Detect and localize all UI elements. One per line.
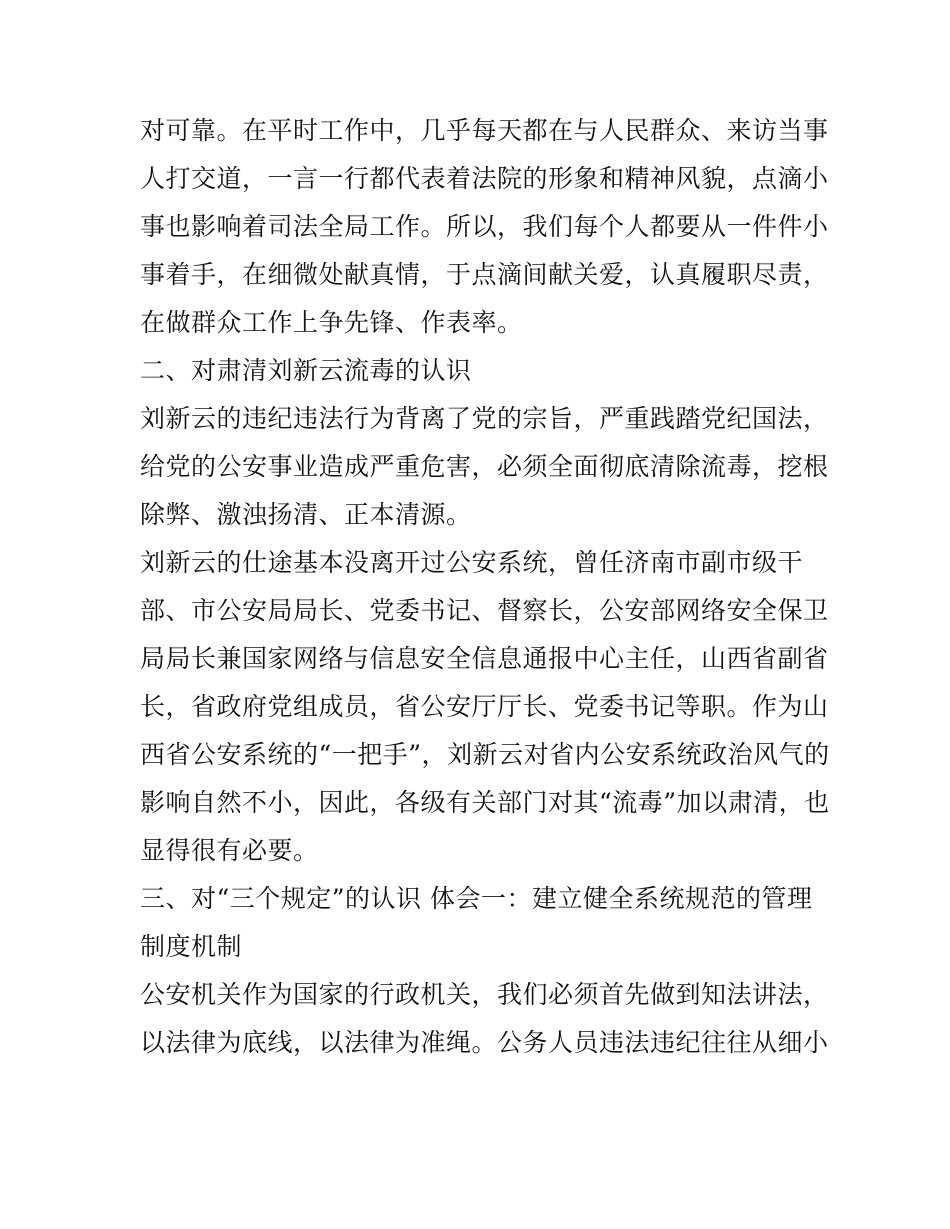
text-line: 公安机关作为国家的行政机关，我们必须首先做到知法讲法， bbox=[140, 980, 829, 1009]
text-line: 部、市公安局局长、党委书记、督察长，公安部网络安全保卫 bbox=[140, 596, 829, 625]
text-line: 刘新云的仕途基本没离开过公安系统，曾任济南市副市级干 bbox=[140, 548, 804, 577]
text-line: 对可靠。在平时工作中，几乎每天都在与人民群众、来访当事 bbox=[140, 116, 829, 145]
text-line: 给党的公安事业造成严重危害，必须全面彻底清除流毒，挖根 bbox=[140, 452, 829, 481]
text-line: 长，省政府党组成员，省公安厅厅长、党委书记等职。作为山 bbox=[140, 692, 829, 721]
text-line: 局局长兼国家网络与信息安全信息通报中心主任，山西省副省 bbox=[140, 644, 829, 673]
document-body bbox=[140, 107, 830, 1067]
section-heading: 制度机制 bbox=[140, 932, 243, 961]
text-line: 以法律为底线，以法律为准绳。公务人员违法违纪往往从细小 bbox=[140, 1028, 829, 1057]
text-line: 显得很有必要。 bbox=[140, 836, 319, 865]
text-line: 除弊、激浊扬清、正本清源。 bbox=[140, 500, 472, 529]
text-line: 事也影响着司法全局工作。所以，我们每个人都要从一件件小 bbox=[140, 212, 829, 241]
section-heading: 二、对肃清刘新云流毒的认识 bbox=[140, 356, 472, 385]
text-line: 刘新云的违纪违法行为背离了党的宗旨，严重践踏党纪国法， bbox=[140, 404, 829, 433]
text-line: 在做群众工作上争先锋、作表率。 bbox=[140, 308, 523, 337]
text-line: 影响自然不小，因此，各级有关部门对其“流毒”加以肃清，也 bbox=[140, 788, 830, 817]
section-heading: 三、对“三个规定”的认识 体会一：建立健全系统规范的管理 bbox=[140, 884, 813, 913]
text-line: 西省公安系统的“一把手”，刘新云对省内公安系统政治风气的 bbox=[140, 740, 830, 769]
text-line: 事着手，在细微处献真情，于点滴间献关爱，认真履职尽责， bbox=[140, 260, 829, 289]
text-line: 人打交道，一言一行都代表着法院的形象和精神风貌，点滴小 bbox=[140, 164, 829, 193]
